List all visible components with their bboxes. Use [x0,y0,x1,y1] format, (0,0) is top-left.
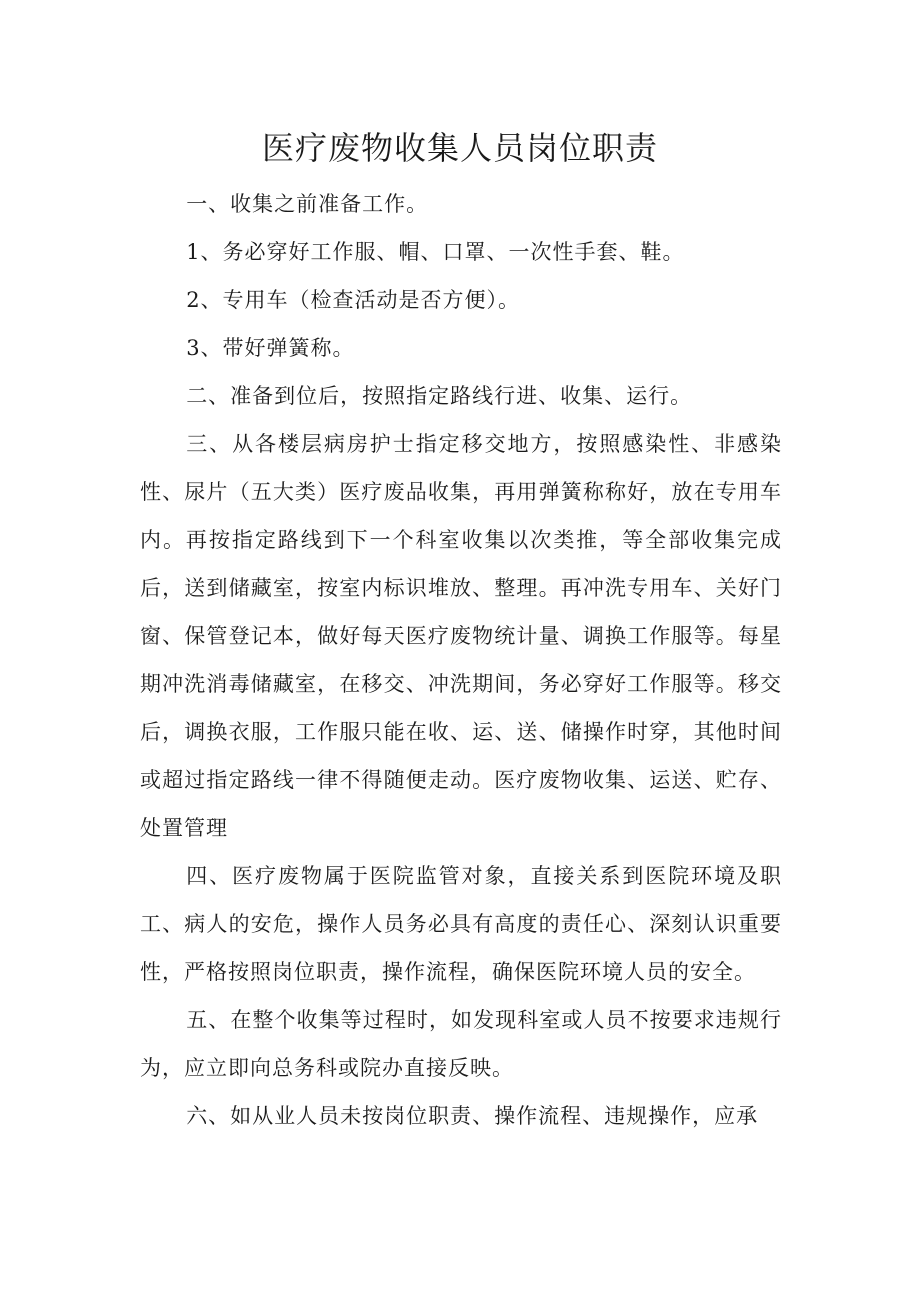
paragraph-2: 1、务必穿好工作服、帽、口罩、一次性手套、鞋。 [186,240,685,264]
document-title: 医疗废物收集人员岗位职责 [261,129,658,167]
paragraph-5: 二、准备到位后，按照指定路线行进、收集、运行。 [186,384,693,408]
paragraph-4: 3、带好弹簧称。 [186,336,355,360]
paragraph-9: 六、如从业人员未按岗位职责、操作流程、违规操作，应承 [186,1104,759,1128]
paragraph-8: 五、在整个收集等过程时，如发现科室或人员不按要求违规行为，应立即向总务科或院办直接反映。 [140,1008,782,1080]
paragraph-1: 一、收集之前准备工作。 [186,192,429,216]
document-body [140,180,782,1140]
paragraph-6: 三、从各楼层病房护士指定移交地方，按照感染性、非感染性、尿片（五大类）医疗废品收集，再用弹簧称称好，放在专用车内。再按指定路线到下一个科室收集以次类推，等全部收集完成后，送到储藏室，按室内标识堆放、整理。再冲洗专用车、关好门窗、保管登记本，做好每天医疗废物统计量、调换工作服等。每星期冲洗消毒储藏室，在移交、冲洗期间，务必穿好工作服等。移交后，调换衣服，工作服只能在收、运、送、储操作时穿，其他时间或超过指定路线一律不得随便走动。医疗废物收集、运送、贮存、处置管理 [140,432,782,840]
paragraph-7: 四、医疗废物属于医院监管对象，直接关系到医院环境及职工、病人的安危，操作人员务必具有高度的责任心、深刻认识重要性，严格按照岗位职责，操作流程，确保医院环境人员的安全。 [140,864,782,984]
paragraph-3: 2、专用车（检查活动是否方便）。 [186,288,521,312]
